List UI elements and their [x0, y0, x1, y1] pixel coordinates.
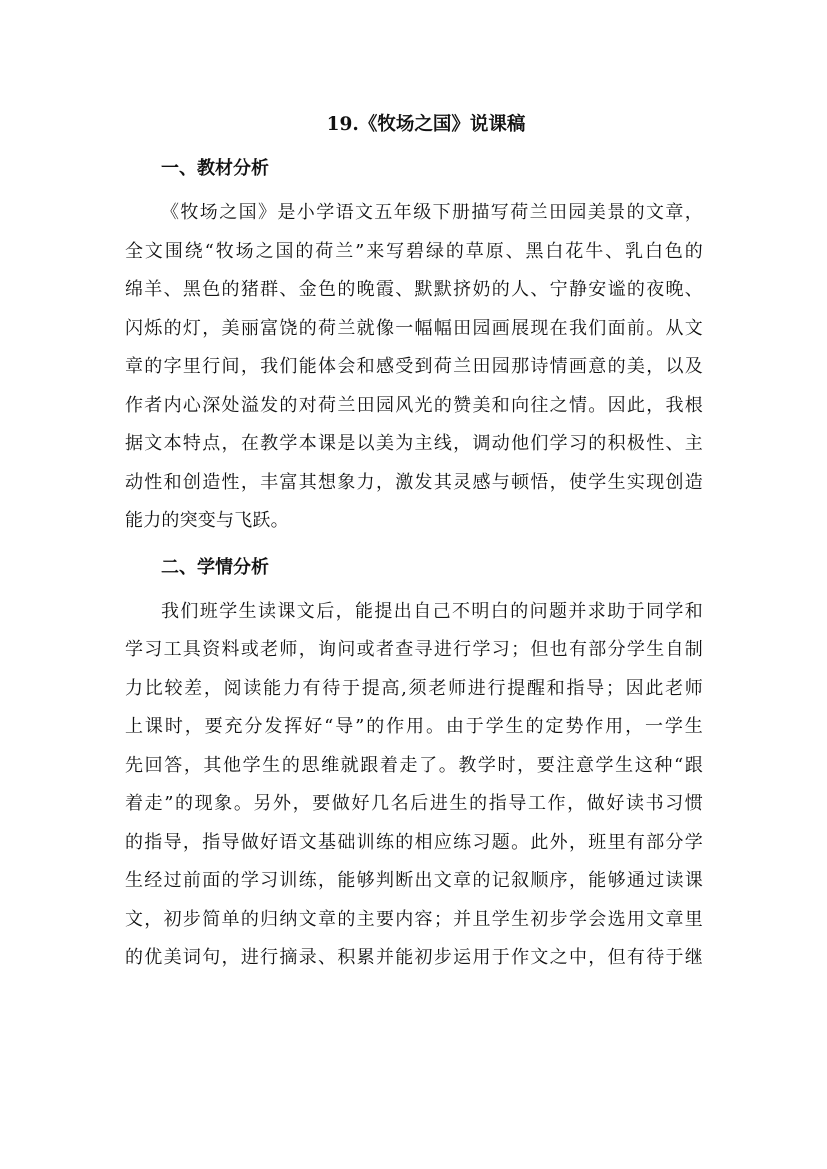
- paragraph-line: 学习工具资料或老师，询问或者查寻进行学习；但也有部分学生自制: [125, 639, 703, 660]
- paragraph-line: 先回答，其他学生的思维就跟着走了。教学时，要注意学生这种“跟: [125, 754, 703, 776]
- paragraph-line: 作者内心深处溢发的对荷兰田园风光的赞美和向往之情。因此，我根: [125, 394, 703, 416]
- section-heading-student-analysis: 二、学情分析: [161, 556, 269, 578]
- paragraph-student-analysis: [125, 593, 703, 978]
- paragraph-line: 动性和创造性，丰富其想象力，激发其灵感与顿悟，使学生实现创造: [125, 471, 703, 493]
- paragraph-line: 我们班学生读课文后，能提出自己不明白的问题并求助于同学和: [161, 600, 703, 622]
- paragraph-line: 上课时，要充分发挥好“导”的作用。由于学生的定势作用，一学生: [125, 716, 703, 737]
- document-title: 19.《牧场之国》说课稿: [326, 114, 526, 135]
- paragraph-line: 《牧场之国》是小学语文五年级下册描写荷兰田园美景的文章，: [161, 202, 703, 223]
- paragraph-line: 着走”的现象。另外，要做好几名后进生的指导工作，做好读书习惯: [125, 793, 703, 814]
- paragraph-line: 生经过前面的学习训练，能够判断出文章的记叙顺序，能够通过读课: [125, 870, 703, 891]
- paragraph-line: 文，初步简单的归纳文章的主要内容；并且学生初步学会选用文章里: [125, 908, 703, 930]
- paragraph-line: 的指导，指导做好语文基础训练的相应练习题。此外，班里有部分学: [125, 831, 703, 853]
- section-heading-textbook-analysis: 一、教材分析: [161, 158, 269, 179]
- paragraph-line: 的优美词句，进行摘录、积累并能初步运用于作文之中，但有待于继: [125, 947, 703, 968]
- paragraph-line: 闪烁的灯，美丽富饶的荷兰就像一幅幅田园画展现在我们面前。从文: [125, 317, 703, 339]
- paragraph-line: 据文本特点，在教学本课是以美为主线，调动他们学习的积极性、主: [125, 433, 703, 454]
- paragraph-line: 力比较差，阅读能力有待于提高,须老师进行提醒和指导；因此老师: [125, 677, 703, 699]
- paragraph-textbook-analysis: [125, 194, 703, 541]
- paragraph-line: 章的字里行间，我们能体会和感受到荷兰田园那诗情画意的美，以及: [125, 356, 703, 377]
- paragraph-line: 绵羊、黑色的猪群、金色的晚霞、默默挤奶的人、宁静安谧的夜晚、: [125, 279, 703, 300]
- paragraph-line: 能力的突变与飞跃。: [125, 510, 289, 531]
- document-content: [125, 108, 703, 978]
- paragraph-line: 全文围绕“牧场之国的荷兰”来写碧绿的草原、黑白花牛、乳白色的: [125, 240, 703, 262]
